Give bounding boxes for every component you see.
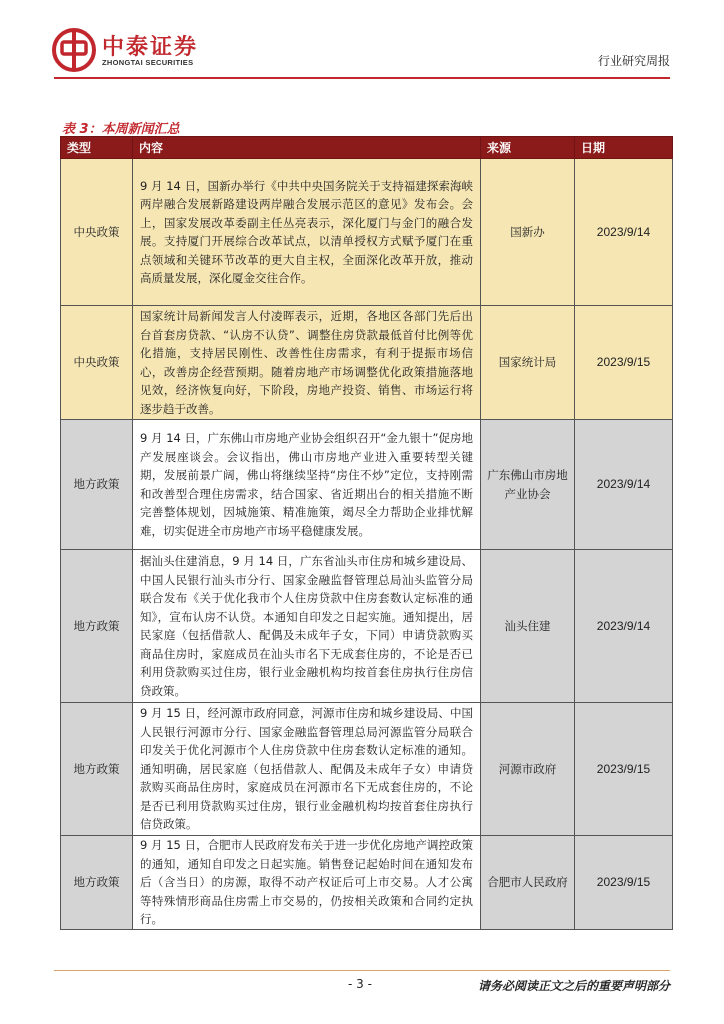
row-category: 中央政策 bbox=[61, 306, 133, 420]
company-logo bbox=[52, 28, 232, 72]
row-source: 国新办 bbox=[481, 159, 575, 306]
logo-chinese-name: 中泰证券 bbox=[102, 35, 199, 60]
table-caption: 表 3：本周新闻汇总 bbox=[62, 122, 180, 137]
row-source: 国家统计局 bbox=[481, 306, 575, 420]
table-row bbox=[61, 703, 673, 836]
row-content: 9 月 15 日，合肥市人民政府发布关于进一步优化房地产调控政策的通知，通知自印发之日起实施。销售登记起始时间在通知发布后（含当日）的房源，取得不动产权证后可上市交易。人才公寓等特殊情形商品住房需上市交易的，仍按相关政策和合同约定执行。 bbox=[133, 836, 481, 930]
column-header-type: 类型 bbox=[61, 137, 133, 159]
row-content: 9 月 14 日，国新办举行《中共中央国务院关于支持福建探索海峡两岸融合发展新路建设两岸融合发展示范区的意见》发布会。会上，国家发展改革委副主任丛亮表示，深化厦门与金门的融合发展。支持厦门开展综合改革试点，以清单授权方式赋予厦门在重点领域和关键环节改革的更大自主权，全面深化改革开放，推动高质量发展，深化厦金交往合作。 bbox=[133, 159, 481, 306]
row-content: 9 月 14 日，广东佛山市房地产业协会组织召开“金九银十”促房地产发展座谈会。会议指出，佛山市房地产业进入重要转型关键期，发展前景广阔，佛山将继续坚持“房住不炒”定位，支持刚需和改善型合理住房需求，结合国家、省近期出台的相关措施不断完善整体规划，因城施策、精准施策，竭尽全力帮助企业排忧解难，切实促进全市房地产市场平稳健康发展。 bbox=[133, 420, 481, 550]
table-header-row bbox=[61, 137, 673, 159]
row-date: 2023/9/15 bbox=[575, 836, 673, 930]
report-type-label: 行业研究周报 bbox=[597, 54, 670, 68]
row-category: 地方政策 bbox=[61, 420, 133, 550]
page-header bbox=[0, 0, 724, 80]
row-date: 2023/9/14 bbox=[575, 420, 673, 550]
row-date: 2023/9/15 bbox=[575, 306, 673, 420]
table-row bbox=[61, 306, 673, 420]
table-row bbox=[61, 836, 673, 930]
row-content: 据汕头住建消息，9 月 14 日，广东省汕头市住房和城乡建设局、中国人民银行汕头市分行、国家金融监督管理总局汕头监管分局联合发布《关于优化我市个人住房贷款中住房套数认定标准的通知》，宣布认房不认贷。本通知自印发之日起实施。通知提出，居民家庭（包括借款人、配偶及未成年子女，下同）申请贷款购买商品住房时，家庭成员在汕头市名下无成套住房的，不论是否已利用贷款购买过住房，银行业金融机构均按首套住房执行住房信贷政策。 bbox=[133, 550, 481, 703]
table-row bbox=[61, 420, 673, 550]
row-category: 中央政策 bbox=[61, 159, 133, 306]
row-content: 国家统计局新闻发言人付凌晖表示，近期，各地区各部门先后出台首套房贷款、“认房不认贷”、调整住房贷款最低首付比例等优化措施，支持居民刚性、改善性住房需求，有利于提振市场信心，改善房企经营预期。随着房地产市场调整优化政策措施落地见效，经济恢复向好，下阶段，房地产投资、销售、市场运行将逐步趋于改善。 bbox=[133, 306, 481, 420]
column-header-source: 来源 bbox=[481, 137, 575, 159]
row-source: 合肥市人民政府 bbox=[481, 836, 575, 930]
row-content: 9 月 15 日，经河源市政府同意，河源市住房和城乡建设局、中国人民银行河源市分行、国家金融监督管理总局河源监管分局联合印发关于优化河源市个人住房贷款中住房套数认定标准的通知。通知明确，居民家庭（包括借款人、配偶及未成年子女）申请贷款购买商品住房时，家庭成员在河源市名下无成套住房的，不论是否已利用贷款购买过住房，银行业金融机构均按首套住房执行信贷政策。 bbox=[133, 703, 481, 836]
table-row bbox=[61, 550, 673, 703]
row-date: 2023/9/14 bbox=[575, 550, 673, 703]
row-date: 2023/9/15 bbox=[575, 703, 673, 836]
footer-divider bbox=[54, 970, 670, 971]
row-category: 地方政策 bbox=[61, 550, 133, 703]
logo-english-name: ZHONGTAI SECURITIES bbox=[102, 58, 194, 67]
row-source: 河源市政府 bbox=[481, 703, 575, 836]
row-category: 地方政策 bbox=[61, 836, 133, 930]
column-header-date: 日期 bbox=[575, 137, 673, 159]
header-divider bbox=[54, 77, 670, 79]
column-header-content: 内容 bbox=[133, 137, 481, 159]
disclaimer-text: 请务必阅读正文之后的重要声明部分 bbox=[477, 979, 670, 993]
row-category: 地方政策 bbox=[61, 703, 133, 836]
table-row bbox=[61, 159, 673, 306]
zhongtai-logo-icon bbox=[52, 28, 96, 72]
page-number: - 3 - bbox=[348, 977, 372, 991]
row-source: 广东佛山市房地产业协会 bbox=[481, 420, 575, 550]
row-source: 汕头住建 bbox=[481, 550, 575, 703]
news-summary-table bbox=[60, 136, 673, 930]
row-date: 2023/9/14 bbox=[575, 159, 673, 306]
